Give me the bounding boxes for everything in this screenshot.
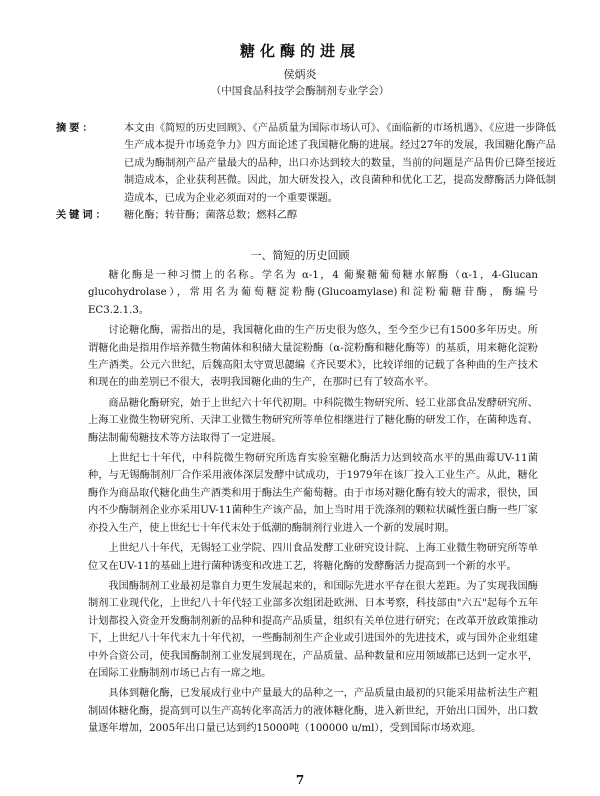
author-affiliation: （中国食品科技学会酶制剂专业学会） xyxy=(210,85,390,97)
keywords-text: 糖化酶；转苷酶；菌落总数；燃料乙醇 xyxy=(124,210,298,222)
section-heading: 一、简短的历史回顾 xyxy=(250,249,350,262)
body-paragraph: 具体到糖化酶，已发展成行业中产量最大的品种之一，产品质量由最初的只能采用盐析法生产粗制固体糖化酶，提高到可以生产高转化率高活力的液体糖化酶，进入新世纪，开始出口国外，出口数量逐年增加，2005年出口量已达到约15000吨（100000 u/ml），受到国际市场欢迎。 xyxy=(88,688,538,735)
body-text xyxy=(88,267,538,741)
author-name: 侯炳炎 xyxy=(283,68,317,81)
keywords-row xyxy=(56,207,556,224)
page-number: 7 xyxy=(295,773,305,787)
paper-title: 糖化酶的进展 xyxy=(239,42,360,60)
abstract-label: 摘要： xyxy=(56,122,96,134)
body-paragraph: 上世纪八十年代，无锡轻工业学院、四川食品发酵工业研究设计院、上海工业微生物研究所等单位又在UV-11的基础上进行菌种诱变和改进工艺，将糖化酶的发酵酶活力提高到一个新的水平。 xyxy=(88,543,538,572)
abstract-block xyxy=(56,120,556,224)
keywords-label: 关键词： xyxy=(56,209,109,222)
body-paragraph: 商品糖化酶研究，始于上世纪六十年代初期。中科院微生物研究所、轻工业部食品发酵研究所、上海工业微生物研究所、天津工业微生物研究所等单位相继进行了糖化酶的研发工作，在菌种选育、酶法制葡萄糖技术等方法取得了一定进展。 xyxy=(88,397,538,444)
body-paragraph: 我国酶制剂工业最初是靠自力更生发展起来的，和国际先进水平存在很大差距。为了实现我国酶制剂工业现代化，上世纪八十年代轻工业部多次组团赴欧洲、日本考察，科技部由"六五"起每个五年计划都投入资金开发酶制剂新的品种和提高产品质量，组织有关单位进行研究；在改革开放政策推动下，上世纪八十年代末九十年代初，一些酶制剂生产企业或引进国外的先进技术，或与国外企业组建中外合资公司，使我国酶制剂工业发展到现在，产品质量、品种数量和应用领域都已达到一定水平，在国际工业酶制剂市场已占有一席之地。 xyxy=(88,580,538,679)
body-paragraph: 讨论糖化酶，需指出的是，我国糖化曲的生产历史很为悠久，至今至少已有1500多年历史。所谓糖化曲是指用作培养微生物菌体和积储大量淀粉酶（α-淀粉酶和糖化酶等）的基质，用来糖化淀粉生产酒类。公元六世纪，后魏高阳太守贾思勰编《齐民要术》，比较详细的记载了各种曲的生产技术和现在的曲差别已不很大，表明我国糖化曲的生产，在那时已有了较高水平。 xyxy=(88,325,538,389)
abstract-text: 本文由《简短的历史回顾》、《产品质量为国际市场认可》、《面临新的市场机遇》、《应进一步降低生产成本提升市场竞争力》四方面论述了我国糖化酶的进展。经过27年的发展，我国糖化酶产品已成为酶制剂产品产量最大的品种，出口亦达到较大的数量，当前的问题是产品售价已降至接近制造成本，企业获利甚微。因此，加大研发投入，改良菌种和优化工艺，提高发酵酶活力降低制造成本，已成为企业必须面对的一个重要课题。 xyxy=(124,123,556,204)
body-paragraph: 上世纪七十年代，中科院微生物研究所选育实验室糖化酶活力达到较高水平的黑曲霉UV-11菌种，与无锡酶制剂厂合作采用液体深层发酵中试成功，于1979年在该厂投入工业生产。从此，糖化酶作为商品取代糖化曲生产酒类和用于酶法生产葡萄糖。由于市场对糖化酶有较大的需求，很快，国内不少酶制剂企业亦采用UV-11菌种生产该产品，加上当时用于洗涤剂的颗粒状碱性蛋白酶一些厂家亦投入生产，使上世纪七十年代末处于低潮的酶制剂行业进入一个新的发展时期。 xyxy=(88,453,538,534)
body-paragraph: 糖化酶是一种习惯上的名称。学名为 α-1，4 葡聚糖葡萄糖水解酶（α-1，4-Glucan glucohydrolase），常用名为葡萄糖淀粉酶(Glucoamylase)和淀粉葡糖苷酶，酶编号 EC3.2.1.3。 xyxy=(88,270,538,316)
abstract-row xyxy=(56,120,556,207)
